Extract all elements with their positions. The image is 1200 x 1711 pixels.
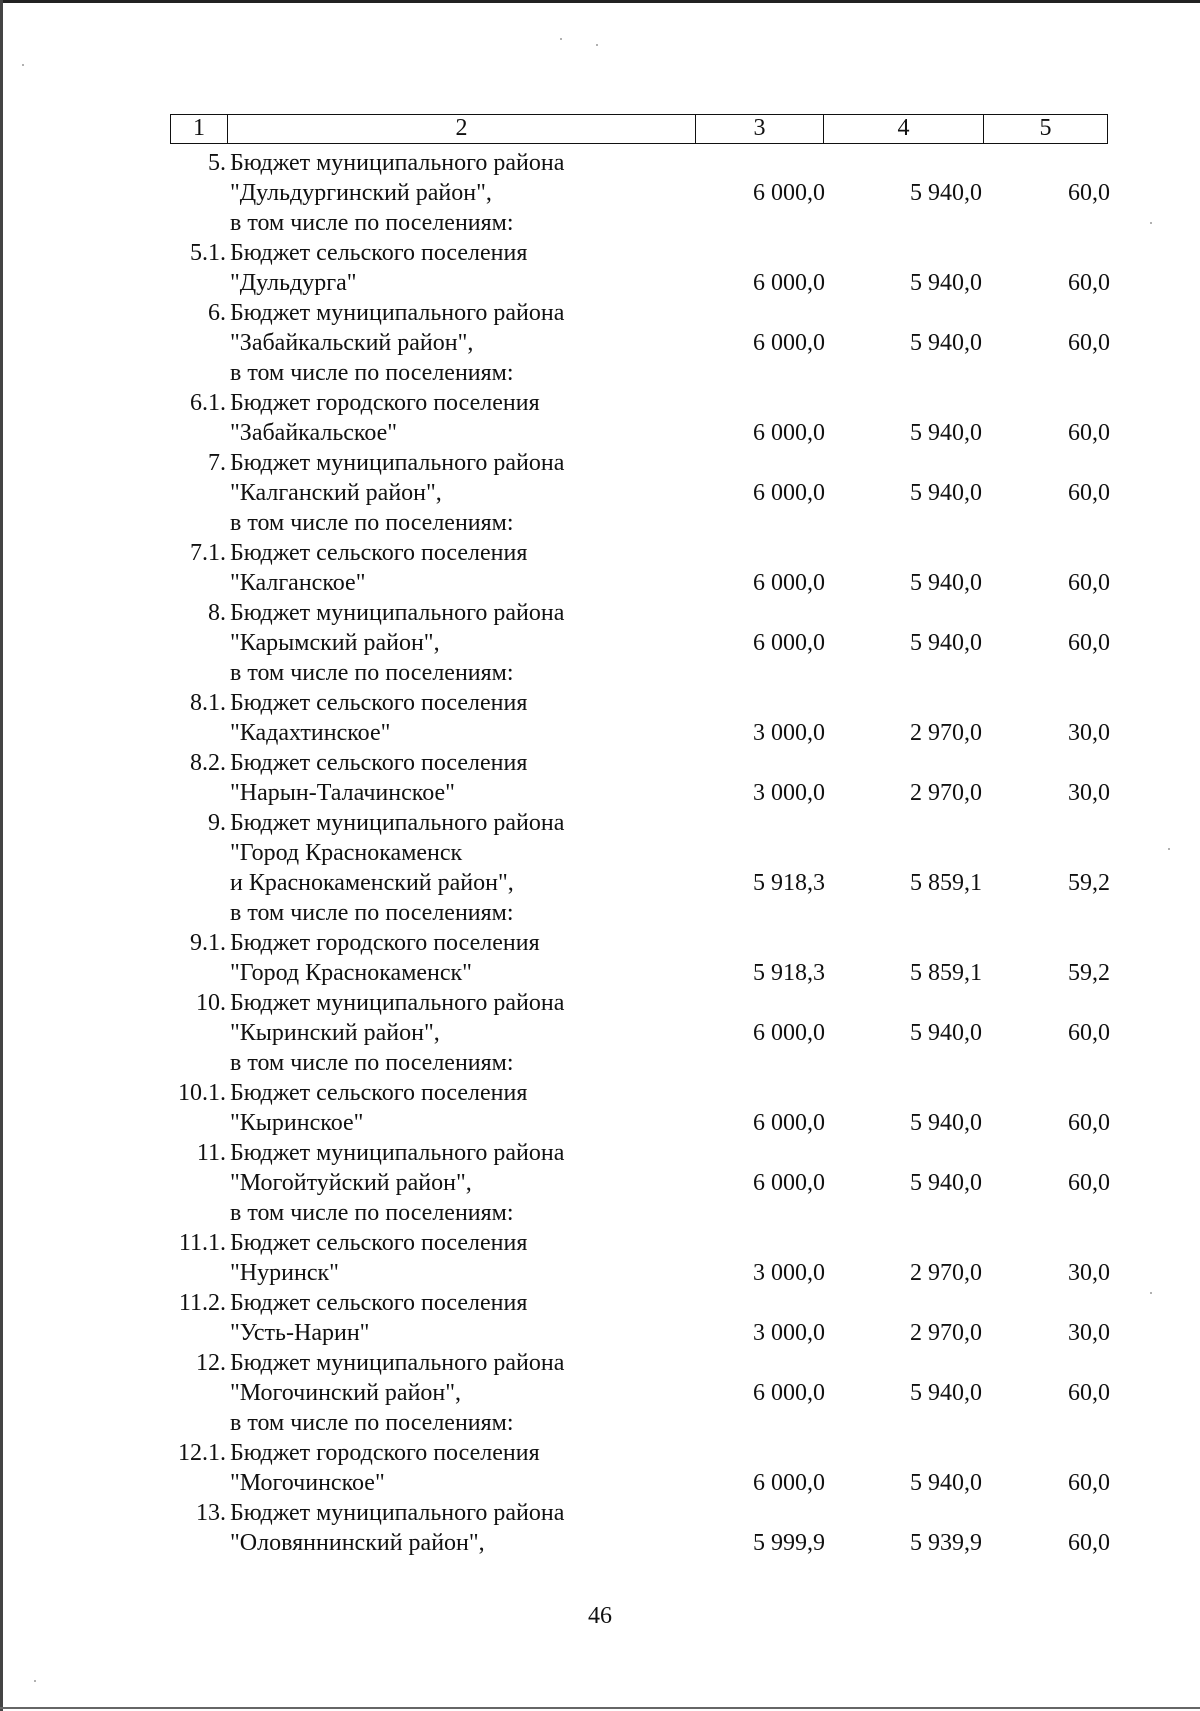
row-line xyxy=(0,478,1200,508)
row-line xyxy=(0,568,1200,598)
row-description: в том числе по поселениям: xyxy=(230,1410,514,1436)
row-description: Бюджет сельского поселения xyxy=(230,690,528,716)
table-row xyxy=(0,808,1200,928)
table-row xyxy=(0,388,1200,448)
row-description: Бюджет муниципального района xyxy=(230,1500,565,1526)
value-col-3: 6 000,0 xyxy=(753,480,825,506)
row-description: Бюджет муниципального района xyxy=(230,300,565,326)
value-col-3: 6 000,0 xyxy=(753,180,825,206)
row-number: 8.2. xyxy=(190,750,226,776)
header-col-2: 2 xyxy=(228,115,696,143)
table-row xyxy=(0,988,1200,1078)
value-col-4: 5 940,0 xyxy=(910,570,982,596)
table-row xyxy=(0,688,1200,748)
table-row xyxy=(0,1228,1200,1288)
page-border-bottom xyxy=(0,1707,1200,1709)
row-description: "Нарын-Талачинское" xyxy=(230,780,455,806)
row-line xyxy=(0,388,1200,418)
row-line xyxy=(0,238,1200,268)
row-number: 5.1. xyxy=(190,240,226,266)
value-col-3: 3 000,0 xyxy=(753,720,825,746)
value-col-3: 6 000,0 xyxy=(753,420,825,446)
value-col-5: 60,0 xyxy=(1068,330,1110,356)
value-col-5: 60,0 xyxy=(1068,570,1110,596)
row-line xyxy=(0,1288,1200,1318)
value-col-5: 59,2 xyxy=(1068,870,1110,896)
header-col-1: 1 xyxy=(171,115,228,143)
row-line xyxy=(0,1078,1200,1108)
row-line xyxy=(0,988,1200,1018)
page-border-top xyxy=(0,0,1200,3)
row-description: "Карымский район", xyxy=(230,630,440,656)
row-description: в том числе по поселениям: xyxy=(230,900,514,926)
row-number: 12. xyxy=(196,1350,226,1376)
value-col-4: 5 940,0 xyxy=(910,1380,982,1406)
row-line xyxy=(0,268,1200,298)
row-number: 9.1. xyxy=(190,930,226,956)
value-col-5: 60,0 xyxy=(1068,1530,1110,1556)
value-col-3: 5 918,3 xyxy=(753,960,825,986)
row-number: 11.2. xyxy=(178,1290,226,1316)
table-row xyxy=(0,928,1200,988)
row-description: в том числе по поселениям: xyxy=(230,210,514,236)
value-col-5: 59,2 xyxy=(1068,960,1110,986)
row-description: "Город Краснокаменск" xyxy=(230,960,472,986)
value-col-5: 30,0 xyxy=(1068,1320,1110,1346)
row-line xyxy=(0,1198,1200,1228)
table-row xyxy=(0,448,1200,538)
row-description: Бюджет муниципального района xyxy=(230,1140,565,1166)
value-col-4: 5 939,9 xyxy=(910,1530,982,1556)
scan-speck xyxy=(1168,848,1170,850)
value-col-5: 60,0 xyxy=(1068,1110,1110,1136)
row-line xyxy=(0,1438,1200,1468)
row-line xyxy=(0,658,1200,688)
row-description: Бюджет сельского поселения xyxy=(230,1230,528,1256)
row-line xyxy=(0,838,1200,868)
budget-table-body xyxy=(0,148,1200,1558)
row-description: "Оловяннинский район", xyxy=(230,1530,485,1556)
row-line xyxy=(0,628,1200,658)
row-description: Бюджет муниципального района xyxy=(230,810,565,836)
row-description: Бюджет городского поселения xyxy=(230,930,540,956)
value-col-4: 5 940,0 xyxy=(910,1170,982,1196)
value-col-5: 60,0 xyxy=(1068,270,1110,296)
row-description: "Кадахтинское" xyxy=(230,720,391,746)
row-description: "Могочинское" xyxy=(230,1470,385,1496)
row-description: в том числе по поселениям: xyxy=(230,360,514,386)
value-col-3: 6 000,0 xyxy=(753,1020,825,1046)
value-col-4: 5 859,1 xyxy=(910,960,982,986)
value-col-4: 5 859,1 xyxy=(910,870,982,896)
row-description: "Калганское" xyxy=(230,570,366,596)
scan-speck xyxy=(34,1680,36,1682)
value-col-5: 60,0 xyxy=(1068,180,1110,206)
row-line xyxy=(0,1018,1200,1048)
value-col-5: 60,0 xyxy=(1068,420,1110,446)
row-description: Бюджет муниципального района xyxy=(230,150,565,176)
value-col-5: 30,0 xyxy=(1068,780,1110,806)
row-line xyxy=(0,928,1200,958)
row-line xyxy=(0,1408,1200,1438)
value-col-4: 5 940,0 xyxy=(910,480,982,506)
header-col-3: 3 xyxy=(696,115,824,143)
row-number: 7.1. xyxy=(190,540,226,566)
table-row xyxy=(0,1498,1200,1558)
row-description: Бюджет сельского поселения xyxy=(230,1290,528,1316)
row-number: 7. xyxy=(208,450,226,476)
table-row xyxy=(0,1438,1200,1498)
row-number: 11. xyxy=(196,1140,226,1166)
row-line xyxy=(0,898,1200,928)
row-description: Бюджет муниципального района xyxy=(230,990,565,1016)
header-col-4: 4 xyxy=(824,115,984,143)
table-row xyxy=(0,148,1200,238)
row-description: в том числе по поселениям: xyxy=(230,1050,514,1076)
row-line xyxy=(0,1168,1200,1198)
table-row xyxy=(0,1138,1200,1228)
row-number: 8. xyxy=(208,600,226,626)
value-col-3: 6 000,0 xyxy=(753,1380,825,1406)
value-col-3: 6 000,0 xyxy=(753,570,825,596)
scan-speck xyxy=(1150,1292,1152,1294)
scan-speck xyxy=(560,38,562,40)
value-col-3: 6 000,0 xyxy=(753,1470,825,1496)
value-col-5: 60,0 xyxy=(1068,630,1110,656)
row-line xyxy=(0,1348,1200,1378)
value-col-4: 2 970,0 xyxy=(910,780,982,806)
row-number: 10. xyxy=(196,990,226,1016)
value-col-4: 5 940,0 xyxy=(910,1110,982,1136)
row-line xyxy=(0,1138,1200,1168)
row-line xyxy=(0,1528,1200,1558)
value-col-5: 30,0 xyxy=(1068,720,1110,746)
row-description: "Могойтуйский район", xyxy=(230,1170,472,1196)
row-description: "Усть-Нарин" xyxy=(230,1320,370,1346)
value-col-4: 5 940,0 xyxy=(910,330,982,356)
row-number: 11.1. xyxy=(178,1230,226,1256)
row-description: Бюджет муниципального района xyxy=(230,450,565,476)
row-line xyxy=(0,178,1200,208)
value-col-4: 5 940,0 xyxy=(910,1470,982,1496)
row-description: "Город Краснокаменск xyxy=(230,840,463,866)
row-description: "Забайкальское" xyxy=(230,420,398,446)
table-row xyxy=(0,538,1200,598)
row-line xyxy=(0,718,1200,748)
value-col-3: 6 000,0 xyxy=(753,270,825,296)
row-line xyxy=(0,868,1200,898)
value-col-4: 2 970,0 xyxy=(910,1260,982,1286)
value-col-3: 6 000,0 xyxy=(753,330,825,356)
row-line xyxy=(0,688,1200,718)
scan-speck xyxy=(596,44,598,46)
row-description: "Кыринское" xyxy=(230,1110,364,1136)
scan-speck xyxy=(1150,222,1152,224)
row-line xyxy=(0,748,1200,778)
page-number: 46 xyxy=(588,1603,612,1629)
value-col-3: 5 918,3 xyxy=(753,870,825,896)
row-line xyxy=(0,148,1200,178)
header-col-5: 5 xyxy=(1039,115,1052,141)
row-line xyxy=(0,508,1200,538)
scan-speck xyxy=(22,64,24,66)
table-row xyxy=(0,238,1200,298)
value-col-5: 60,0 xyxy=(1068,480,1110,506)
value-col-3: 6 000,0 xyxy=(753,630,825,656)
value-col-4: 5 940,0 xyxy=(910,270,982,296)
table-header xyxy=(170,114,1108,144)
row-line xyxy=(0,598,1200,628)
table-row xyxy=(0,748,1200,808)
value-col-3: 6 000,0 xyxy=(753,1170,825,1196)
row-number: 8.1. xyxy=(190,690,226,716)
row-description: "Калганский район", xyxy=(230,480,442,506)
value-col-5: 60,0 xyxy=(1068,1020,1110,1046)
table-row xyxy=(0,298,1200,388)
row-line xyxy=(0,298,1200,328)
row-line xyxy=(0,208,1200,238)
row-description: Бюджет сельского поселения xyxy=(230,240,528,266)
value-col-3: 5 999,9 xyxy=(753,1530,825,1556)
row-description: Бюджет городского поселения xyxy=(230,1440,540,1466)
row-line xyxy=(0,1378,1200,1408)
row-description: Бюджет сельского поселения xyxy=(230,1080,528,1106)
value-col-4: 5 940,0 xyxy=(910,1020,982,1046)
value-col-5: 60,0 xyxy=(1068,1170,1110,1196)
row-line xyxy=(0,1108,1200,1138)
row-line xyxy=(0,808,1200,838)
row-line xyxy=(0,418,1200,448)
row-description: "Дульдургинский район", xyxy=(230,180,492,206)
value-col-3: 3 000,0 xyxy=(753,1320,825,1346)
row-description: Бюджет сельского поселения xyxy=(230,540,528,566)
row-description: "Нуринск" xyxy=(230,1260,339,1286)
row-number: 6. xyxy=(208,300,226,326)
row-line xyxy=(0,1228,1200,1258)
row-line xyxy=(0,958,1200,988)
row-description: "Кыринский район", xyxy=(230,1020,440,1046)
row-number: 5. xyxy=(208,150,226,176)
value-col-3: 3 000,0 xyxy=(753,780,825,806)
value-col-4: 5 940,0 xyxy=(910,420,982,446)
row-line xyxy=(0,1468,1200,1498)
row-number: 12.1. xyxy=(178,1440,226,1466)
row-line xyxy=(0,1318,1200,1348)
row-number: 13. xyxy=(196,1500,226,1526)
row-line xyxy=(0,358,1200,388)
table-row xyxy=(0,1078,1200,1138)
value-col-3: 3 000,0 xyxy=(753,1260,825,1286)
value-col-4: 5 940,0 xyxy=(910,180,982,206)
value-col-3: 6 000,0 xyxy=(753,1110,825,1136)
row-description: Бюджет муниципального района xyxy=(230,1350,565,1376)
value-col-5: 30,0 xyxy=(1068,1260,1110,1286)
row-number: 10.1. xyxy=(178,1080,226,1106)
row-description: Бюджет муниципального района xyxy=(230,600,565,626)
table-row xyxy=(0,1288,1200,1348)
value-col-4: 2 970,0 xyxy=(910,720,982,746)
row-description: "Дульдурга" xyxy=(230,270,357,296)
row-description: Бюджет сельского поселения xyxy=(230,750,528,776)
value-col-4: 2 970,0 xyxy=(910,1320,982,1346)
row-line xyxy=(0,328,1200,358)
row-number: 6.1. xyxy=(190,390,226,416)
row-line xyxy=(0,778,1200,808)
row-description: и Краснокаменский район", xyxy=(230,870,514,896)
row-number: 9. xyxy=(208,810,226,836)
row-description: в том числе по поселениям: xyxy=(230,510,514,536)
row-line xyxy=(0,1258,1200,1288)
row-line xyxy=(0,538,1200,568)
row-line xyxy=(0,1498,1200,1528)
row-description: "Забайкальский район", xyxy=(230,330,474,356)
value-col-4: 5 940,0 xyxy=(910,630,982,656)
row-description: "Могочинский район", xyxy=(230,1380,462,1406)
row-line xyxy=(0,1048,1200,1078)
table-row xyxy=(0,1348,1200,1438)
row-description: в том числе по поселениям: xyxy=(230,660,514,686)
row-description: Бюджет городского поселения xyxy=(230,390,540,416)
table-row xyxy=(0,598,1200,688)
value-col-5: 60,0 xyxy=(1068,1470,1110,1496)
row-line xyxy=(0,448,1200,478)
row-description: в том числе по поселениям: xyxy=(230,1200,514,1226)
value-col-5: 60,0 xyxy=(1068,1380,1110,1406)
